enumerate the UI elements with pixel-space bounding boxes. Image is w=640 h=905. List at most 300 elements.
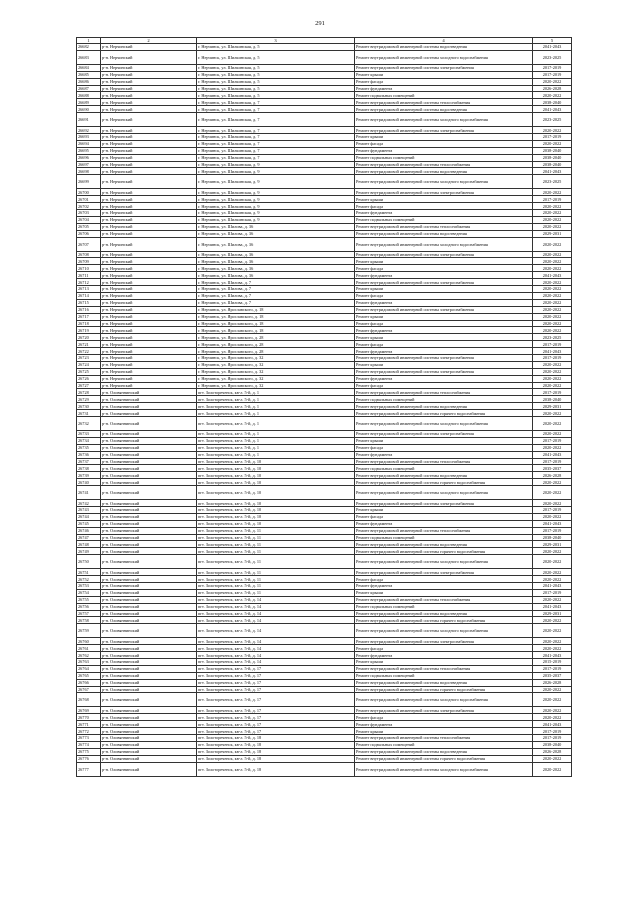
work-type-cell: Ремонт фасада: [355, 513, 533, 520]
address-cell: пгт. Золотореченск, кв-л. 5-й, д. 14: [197, 652, 355, 659]
address-cell: пгт. Золотореченск, кв-л. 5-й, д. 10: [197, 506, 355, 513]
address-cell: г. Нерчинск, ул. Ярославского, д. 32: [197, 361, 355, 368]
period-cell: 2020-2022: [533, 762, 572, 776]
work-type-cell: Ремонт фундамента: [355, 583, 533, 590]
work-type-cell: Ремонт фундамента: [355, 375, 533, 382]
address-cell: г. Нерчинск, ул. Шилкинская, д. 9: [197, 203, 355, 210]
table-row: [77, 548, 572, 555]
district-cell: р-н. Оловяннинский: [101, 665, 197, 672]
table-row: [77, 50, 572, 64]
work-type-cell: Ремонт внутридомовой инженерной системы горячего водоснабжения: [355, 617, 533, 624]
table-row: [77, 334, 572, 341]
work-type-cell: Ремонт внутридомовой инженерной системы электроснабжения: [355, 569, 533, 576]
address-cell: г. Нерчинск, ул. Шилкинская, д. 7: [197, 113, 355, 127]
period-cell: 2020-2022: [533, 617, 572, 624]
period-cell: 2041-2043: [533, 721, 572, 728]
table-row: [77, 721, 572, 728]
table-row: [77, 748, 572, 755]
work-type-cell: Ремонт фасада: [355, 714, 533, 721]
address-cell: г. Нерчинск, ул. Шилкинская, д. 7: [197, 106, 355, 113]
table-row: [77, 486, 572, 500]
address-cell: пгт. Золотореченск, кв-л. 5-й, д. 10: [197, 479, 355, 486]
table-row: [77, 106, 572, 113]
table-row: [77, 99, 572, 106]
district-cell: р-н. Нерчинский: [101, 279, 197, 286]
row-number-cell: 26715: [77, 299, 101, 306]
row-number-cell: 26697: [77, 161, 101, 168]
district-cell: р-н. Оловяннинский: [101, 465, 197, 472]
period-cell: 2020-2022: [533, 78, 572, 85]
address-cell: пгт. Золотореченск, кв-л. 5-й, д. 10: [197, 465, 355, 472]
table-row: [77, 527, 572, 534]
row-number-cell: 26716: [77, 306, 101, 313]
district-cell: р-н. Оловяннинский: [101, 617, 197, 624]
row-number-cell: 26750: [77, 555, 101, 569]
row-number-cell: 26751: [77, 569, 101, 576]
address-cell: г. Нерчинск, ул. Шилкинская, д. 9: [197, 161, 355, 168]
header-cell: 5: [533, 38, 572, 44]
district-cell: р-н. Оловяннинский: [101, 728, 197, 735]
period-cell: 2020-2022: [533, 313, 572, 320]
work-type-cell: Ремонт внутридомовой инженерной системы холодного водоснабжения: [355, 486, 533, 500]
period-cell: 2041-2043: [533, 451, 572, 458]
district-cell: р-н. Нерчинский: [101, 106, 197, 113]
period-cell: 2020-2022: [533, 286, 572, 293]
address-cell: пгт. Золотореченск, кв-л. 5-й, д. 10: [197, 472, 355, 479]
table-row: [77, 92, 572, 99]
table-row: [77, 258, 572, 265]
table-row: [77, 223, 572, 230]
address-cell: г. Нерчинск, ул. Шилкинская, д. 5: [197, 78, 355, 85]
work-type-cell: Ремонт внутридомовой инженерной системы водоотведения: [355, 403, 533, 410]
table-row: [77, 659, 572, 666]
table-row: [77, 430, 572, 437]
address-cell: пгт. Золотореченск, кв-л. 5-й, д. 1: [197, 389, 355, 396]
table-row: [77, 196, 572, 203]
address-cell: г. Нерчинск, ул. Шилкинская, д. 9: [197, 210, 355, 217]
work-type-cell: Ремонт фундамента: [355, 147, 533, 154]
table-row: [77, 251, 572, 258]
district-cell: р-н. Оловяннинский: [101, 389, 197, 396]
district-cell: р-н. Нерчинский: [101, 341, 197, 348]
address-cell: г. Нерчинск, ул. Шилова, д. 7: [197, 279, 355, 286]
address-cell: г. Нерчинск, ул. Шилкинская, д. 5: [197, 92, 355, 99]
district-cell: р-н. Оловяннинский: [101, 659, 197, 666]
address-cell: пгт. Золотореченск, кв-л. 5-й, д. 18: [197, 735, 355, 742]
row-number-cell: 26691: [77, 113, 101, 127]
table-row: [77, 728, 572, 735]
period-cell: 2038-2040: [533, 99, 572, 106]
row-number-cell: 26733: [77, 430, 101, 437]
work-type-cell: Ремонт внутридомовой инженерной системы теплоснабжения: [355, 161, 533, 168]
period-cell: 2026-2028: [533, 472, 572, 479]
district-cell: р-н. Оловяннинский: [101, 735, 197, 742]
district-cell: р-н. Нерчинский: [101, 154, 197, 161]
table-row: [77, 576, 572, 583]
row-number-cell: 26694: [77, 140, 101, 147]
table-row: [77, 64, 572, 71]
period-cell: 2020-2022: [533, 686, 572, 693]
address-cell: г. Нерчинск, ул. Шилова, д. 36: [197, 258, 355, 265]
work-type-cell: Ремонт внутридомовой инженерной системы холодного водоснабжения: [355, 555, 533, 569]
period-cell: 2017-2019: [533, 437, 572, 444]
work-type-cell: Ремонт внутридомовой инженерной системы холодного водоснабжения: [355, 624, 533, 638]
row-number-cell: 26765: [77, 672, 101, 679]
table-row: [77, 279, 572, 286]
period-cell: 2020-2022: [533, 320, 572, 327]
work-type-cell: Ремонт внутридомовой инженерной системы теплоснабжения: [355, 596, 533, 603]
work-type-cell: Ремонт внутридомовой инженерной системы электроснабжения: [355, 64, 533, 71]
period-cell: 2017-2019: [533, 341, 572, 348]
period-cell: 2020-2022: [533, 624, 572, 638]
row-number-cell: 26768: [77, 693, 101, 707]
district-cell: р-н. Оловяннинский: [101, 500, 197, 507]
row-number-cell: 26754: [77, 589, 101, 596]
period-cell: 2041-2043: [533, 348, 572, 355]
work-type-cell: Ремонт крыши: [355, 659, 533, 666]
row-number-cell: 26685: [77, 71, 101, 78]
work-type-cell: Ремонт внутридомовой инженерной системы электроснабжения: [355, 127, 533, 134]
table-row: [77, 645, 572, 652]
row-number-cell: 26707: [77, 237, 101, 251]
table-row: [77, 506, 572, 513]
table-row: [77, 479, 572, 486]
address-cell: г. Нерчинск, ул. Ярославского, д. 18: [197, 306, 355, 313]
row-number-cell: 26686: [77, 78, 101, 85]
address-cell: г. Нерчинск, ул. Шилкинская, д. 7: [197, 134, 355, 141]
address-cell: пгт. Золотореченск, кв-л. 5-й, д. 11: [197, 589, 355, 596]
address-cell: г. Нерчинск, ул. Ярославского, д. 32: [197, 368, 355, 375]
row-number-cell: 26731: [77, 410, 101, 417]
table-row: [77, 624, 572, 638]
row-number-cell: 26772: [77, 728, 101, 735]
period-cell: 2020-2022: [533, 513, 572, 520]
period-cell: 2020-2022: [533, 237, 572, 251]
period-cell: 2026-2028: [533, 679, 572, 686]
period-cell: 2029-2031: [533, 403, 572, 410]
address-cell: пгт. Золотореченск, кв-л. 5-й, д. 14: [197, 596, 355, 603]
work-type-cell: Ремонт фасада: [355, 444, 533, 451]
period-cell: 2035-2037: [533, 672, 572, 679]
row-number-cell: 26740: [77, 479, 101, 486]
row-number-cell: 26704: [77, 216, 101, 223]
period-cell: 2020-2022: [533, 140, 572, 147]
row-number-cell: 26698: [77, 168, 101, 175]
address-cell: пгт. Золотореченск, кв-л. 5-й, д. 1: [197, 396, 355, 403]
address-cell: г. Нерчинск, ул. Шилова, д. 36: [197, 237, 355, 251]
address-cell: пгт. Золотореченск, кв-л. 5-й, д. 1: [197, 410, 355, 417]
address-cell: пгт. Золотореченск, кв-л. 5-й, д. 14: [197, 603, 355, 610]
row-number-cell: 26705: [77, 223, 101, 230]
table-row: [77, 596, 572, 603]
district-cell: р-н. Оловяннинский: [101, 437, 197, 444]
table-row: [77, 361, 572, 368]
row-number-cell: 26744: [77, 513, 101, 520]
period-cell: 2038-2040: [533, 154, 572, 161]
period-cell: 2017-2019: [533, 728, 572, 735]
period-cell: 2020-2022: [533, 216, 572, 223]
row-number-cell: 26758: [77, 617, 101, 624]
work-type-cell: Ремонт крыши: [355, 71, 533, 78]
work-type-cell: Ремонт фундамента: [355, 721, 533, 728]
district-cell: р-н. Нерчинский: [101, 210, 197, 217]
row-number-cell: 26767: [77, 686, 101, 693]
district-cell: р-н. Нерчинский: [101, 375, 197, 382]
row-number-cell: 26688: [77, 92, 101, 99]
district-cell: р-н. Оловяннинский: [101, 520, 197, 527]
work-type-cell: Ремонт внутридомовой инженерной системы электроснабжения: [355, 500, 533, 507]
work-type-cell: Ремонт крыши: [355, 134, 533, 141]
row-number-cell: 26713: [77, 286, 101, 293]
period-cell: 2017-2019: [533, 527, 572, 534]
address-cell: г. Нерчинск, ул. Шилкинская, д. 9: [197, 168, 355, 175]
period-cell: 2020-2022: [533, 638, 572, 645]
period-cell: 2023-2025: [533, 334, 572, 341]
work-type-cell: Ремонт внутридомовой инженерной системы электроснабжения: [355, 189, 533, 196]
row-number-cell: 26741: [77, 486, 101, 500]
district-cell: р-н. Нерчинский: [101, 78, 197, 85]
work-type-cell: Ремонт внутридомовой инженерной системы водоотведения: [355, 230, 533, 237]
row-number-cell: 26757: [77, 610, 101, 617]
district-cell: р-н. Оловяннинский: [101, 430, 197, 437]
district-cell: р-н. Нерчинский: [101, 354, 197, 361]
work-type-cell: Ремонт крыши: [355, 506, 533, 513]
district-cell: р-н. Оловяннинский: [101, 506, 197, 513]
row-number-cell: 26722: [77, 348, 101, 355]
work-type-cell: Ремонт подвальных помещений: [355, 154, 533, 161]
table-row: [77, 555, 572, 569]
work-type-cell: Ремонт внутридомовой инженерной системы водоотведения: [355, 106, 533, 113]
table-row: [77, 465, 572, 472]
district-cell: р-н. Оловяннинский: [101, 444, 197, 451]
address-cell: г. Нерчинск, ул. Ярославского, д. 18: [197, 313, 355, 320]
period-cell: 2020-2022: [533, 361, 572, 368]
row-number-cell: 26729: [77, 396, 101, 403]
address-cell: пгт. Золотореченск, кв-л. 5-й, д. 14: [197, 617, 355, 624]
address-cell: г. Нерчинск, ул. Шилкинская, д. 7: [197, 147, 355, 154]
district-cell: р-н. Оловяннинский: [101, 672, 197, 679]
row-number-cell: 26759: [77, 624, 101, 638]
address-cell: пгт. Золотореченск, кв-л. 5-й, д. 1: [197, 403, 355, 410]
district-cell: р-н. Оловяннинский: [101, 403, 197, 410]
district-cell: р-н. Оловяннинский: [101, 472, 197, 479]
row-number-cell: 26742: [77, 500, 101, 507]
work-type-cell: Ремонт внутридомовой инженерной системы холодного водоснабжения: [355, 237, 533, 251]
period-cell: 2017-2019: [533, 71, 572, 78]
work-type-cell: Ремонт внутридомовой инженерной системы холодного водоснабжения: [355, 113, 533, 127]
repair-schedule-table: [76, 37, 572, 777]
work-type-cell: Ремонт крыши: [355, 196, 533, 203]
row-number-cell: 26756: [77, 603, 101, 610]
row-number-cell: 26683: [77, 50, 101, 64]
period-cell: 2041-2043: [533, 168, 572, 175]
work-type-cell: Ремонт внутридомовой инженерной системы водоотведения: [355, 541, 533, 548]
work-type-cell: Ремонт подвальных помещений: [355, 465, 533, 472]
row-number-cell: 26725: [77, 368, 101, 375]
table-row: [77, 286, 572, 293]
address-cell: г. Нерчинск, ул. Шилкинская, д. 5: [197, 85, 355, 92]
table-row: [77, 189, 572, 196]
table-row: [77, 382, 572, 389]
work-type-cell: Ремонт внутридомовой инженерной системы холодного водоснабжения: [355, 175, 533, 189]
district-cell: р-н. Оловяннинский: [101, 714, 197, 721]
address-cell: г. Нерчинск, ул. Шилкинская, д. 9: [197, 196, 355, 203]
work-type-cell: Ремонт внутридомовой инженерной системы теплоснабжения: [355, 99, 533, 106]
address-cell: пгт. Золотореченск, кв-л. 5-й, д. 1: [197, 444, 355, 451]
district-cell: р-н. Нерчинский: [101, 230, 197, 237]
header-cell: 2: [101, 38, 197, 44]
table-row: [77, 569, 572, 576]
period-cell: 2020-2022: [533, 189, 572, 196]
work-type-cell: Ремонт внутридомовой инженерной системы горячего водоснабжения: [355, 755, 533, 762]
work-type-cell: Ремонт фундамента: [355, 210, 533, 217]
district-cell: р-н. Оловяннинский: [101, 541, 197, 548]
row-number-cell: 26749: [77, 548, 101, 555]
row-number-cell: 26748: [77, 541, 101, 548]
row-number-cell: 26746: [77, 527, 101, 534]
period-cell: 2017-2019: [533, 589, 572, 596]
period-cell: 2020-2022: [533, 714, 572, 721]
table-row: [77, 71, 572, 78]
period-cell: 2017-2019: [533, 389, 572, 396]
period-cell: 2017-2019: [533, 64, 572, 71]
work-type-cell: Ремонт внутридомовой инженерной системы электроснабжения: [355, 707, 533, 714]
row-number-cell: 26761: [77, 645, 101, 652]
table-row: [77, 44, 572, 51]
work-type-cell: Ремонт фундамента: [355, 451, 533, 458]
address-cell: пгт. Золотореченск, кв-л. 5-й, д. 17: [197, 721, 355, 728]
period-cell: 2020-2022: [533, 693, 572, 707]
address-cell: пгт. Золотореченск, кв-л. 5-й, д. 17: [197, 714, 355, 721]
period-cell: 2038-2040: [533, 161, 572, 168]
table-row: [77, 113, 572, 127]
work-type-cell: Ремонт внутридомовой инженерной системы холодного водоснабжения: [355, 693, 533, 707]
period-cell: 2015-2019: [533, 659, 572, 666]
table-row: [77, 147, 572, 154]
work-type-cell: Ремонт внутридомовой инженерной системы горячего водоснабжения: [355, 686, 533, 693]
table-row: [77, 520, 572, 527]
table-row: [77, 85, 572, 92]
period-cell: 2020-2022: [533, 368, 572, 375]
district-cell: р-н. Нерчинский: [101, 196, 197, 203]
row-number-cell: 26692: [77, 127, 101, 134]
work-type-cell: Ремонт фасада: [355, 265, 533, 272]
district-cell: р-н. Нерчинский: [101, 134, 197, 141]
work-type-cell: Ремонт внутридомовой инженерной системы водоотведения: [355, 610, 533, 617]
address-cell: г. Нерчинск, ул. Шилкинская, д. 5: [197, 71, 355, 78]
district-cell: р-н. Нерчинский: [101, 348, 197, 355]
address-cell: г. Нерчинск, ул. Шилкинская, д. 9: [197, 175, 355, 189]
table-row: [77, 154, 572, 161]
header-cell: 4: [355, 38, 533, 44]
period-cell: 2041-2043: [533, 272, 572, 279]
district-cell: р-н. Оловяннинский: [101, 410, 197, 417]
district-cell: р-н. Оловяннинский: [101, 755, 197, 762]
row-number-cell: 26711: [77, 272, 101, 279]
row-number-cell: 26703: [77, 210, 101, 217]
work-type-cell: Ремонт фундамента: [355, 299, 533, 306]
address-cell: г. Нерчинск, ул. Ярославского, д. 28: [197, 341, 355, 348]
row-number-cell: 26687: [77, 85, 101, 92]
address-cell: г. Нерчинск, ул. Шилова, д. 36: [197, 272, 355, 279]
row-number-cell: 26696: [77, 154, 101, 161]
work-type-cell: Ремонт крыши: [355, 361, 533, 368]
address-cell: г. Нерчинск, ул. Ярославского, д. 32: [197, 375, 355, 382]
address-cell: г. Нерчинск, ул. Ярославского, д. 28: [197, 348, 355, 355]
district-cell: р-н. Оловяннинский: [101, 569, 197, 576]
table-row: [77, 652, 572, 659]
period-cell: 2020-2022: [533, 755, 572, 762]
period-cell: 2023-2025: [533, 113, 572, 127]
period-cell: 2041-2043: [533, 652, 572, 659]
period-cell: 2017-2019: [533, 665, 572, 672]
district-cell: р-н. Нерчинский: [101, 299, 197, 306]
address-cell: г. Нерчинск, ул. Шилкинская, д. 7: [197, 140, 355, 147]
period-cell: 2017-2019: [533, 134, 572, 141]
address-cell: г. Нерчинск, ул. Шилкинская, д. 7: [197, 99, 355, 106]
work-type-cell: Ремонт внутридомовой инженерной системы теплоснабжения: [355, 223, 533, 230]
table-row: [77, 78, 572, 85]
table-row: [77, 175, 572, 189]
address-cell: пгт. Золотореченск, кв-л. 5-й, д. 10: [197, 486, 355, 500]
address-cell: пгт. Золотореченск, кв-л. 5-й, д. 14: [197, 659, 355, 666]
row-number-cell: 26734: [77, 437, 101, 444]
work-type-cell: Ремонт фасада: [355, 576, 533, 583]
row-number-cell: 26682: [77, 44, 101, 51]
work-type-cell: Ремонт внутридомовой инженерной системы электроснабжения: [355, 251, 533, 258]
district-cell: р-н. Оловяннинский: [101, 693, 197, 707]
period-cell: 2020-2022: [533, 596, 572, 603]
work-type-cell: Ремонт фасада: [355, 341, 533, 348]
period-cell: 2017-2019: [533, 506, 572, 513]
row-number-cell: 26702: [77, 203, 101, 210]
district-cell: р-н. Оловяннинский: [101, 458, 197, 465]
table-row: [77, 437, 572, 444]
table-row: [77, 755, 572, 762]
row-number-cell: 26690: [77, 106, 101, 113]
table-row: [77, 292, 572, 299]
address-cell: пгт. Золотореченск, кв-л. 5-й, д. 14: [197, 610, 355, 617]
address-cell: г. Нерчинск, ул. Шилкинская, д. 7: [197, 154, 355, 161]
district-cell: р-н. Нерчинский: [101, 306, 197, 313]
period-cell: 2020-2022: [533, 299, 572, 306]
period-cell: 2020-2022: [533, 327, 572, 334]
work-type-cell: Ремонт фундамента: [355, 348, 533, 355]
table-row: [77, 306, 572, 313]
district-cell: р-н. Оловяннинский: [101, 652, 197, 659]
period-cell: 2038-2040: [533, 741, 572, 748]
address-cell: г. Нерчинск, ул. Шилова, д. 36: [197, 223, 355, 230]
row-number-cell: 26706: [77, 230, 101, 237]
table-row: [77, 513, 572, 520]
district-cell: р-н. Оловяннинский: [101, 416, 197, 430]
district-cell: р-н. Оловяннинский: [101, 721, 197, 728]
period-cell: 2020-2022: [533, 416, 572, 430]
address-cell: пгт. Золотореченск, кв-л. 5-й, д. 11: [197, 548, 355, 555]
table-row: [77, 458, 572, 465]
period-cell: 2029-2031: [533, 541, 572, 548]
row-number-cell: 26730: [77, 403, 101, 410]
district-cell: р-н. Оловяннинский: [101, 679, 197, 686]
district-cell: р-н. Оловяннинский: [101, 596, 197, 603]
work-type-cell: Ремонт подвальных помещений: [355, 396, 533, 403]
period-cell: 2020-2022: [533, 210, 572, 217]
table-row: [77, 741, 572, 748]
table-row: [77, 375, 572, 382]
work-type-cell: Ремонт внутридомовой инженерной системы электроснабжения: [355, 306, 533, 313]
header-cell: 1: [77, 38, 101, 44]
address-cell: г. Нерчинск, ул. Шилкинская, д. 5: [197, 64, 355, 71]
